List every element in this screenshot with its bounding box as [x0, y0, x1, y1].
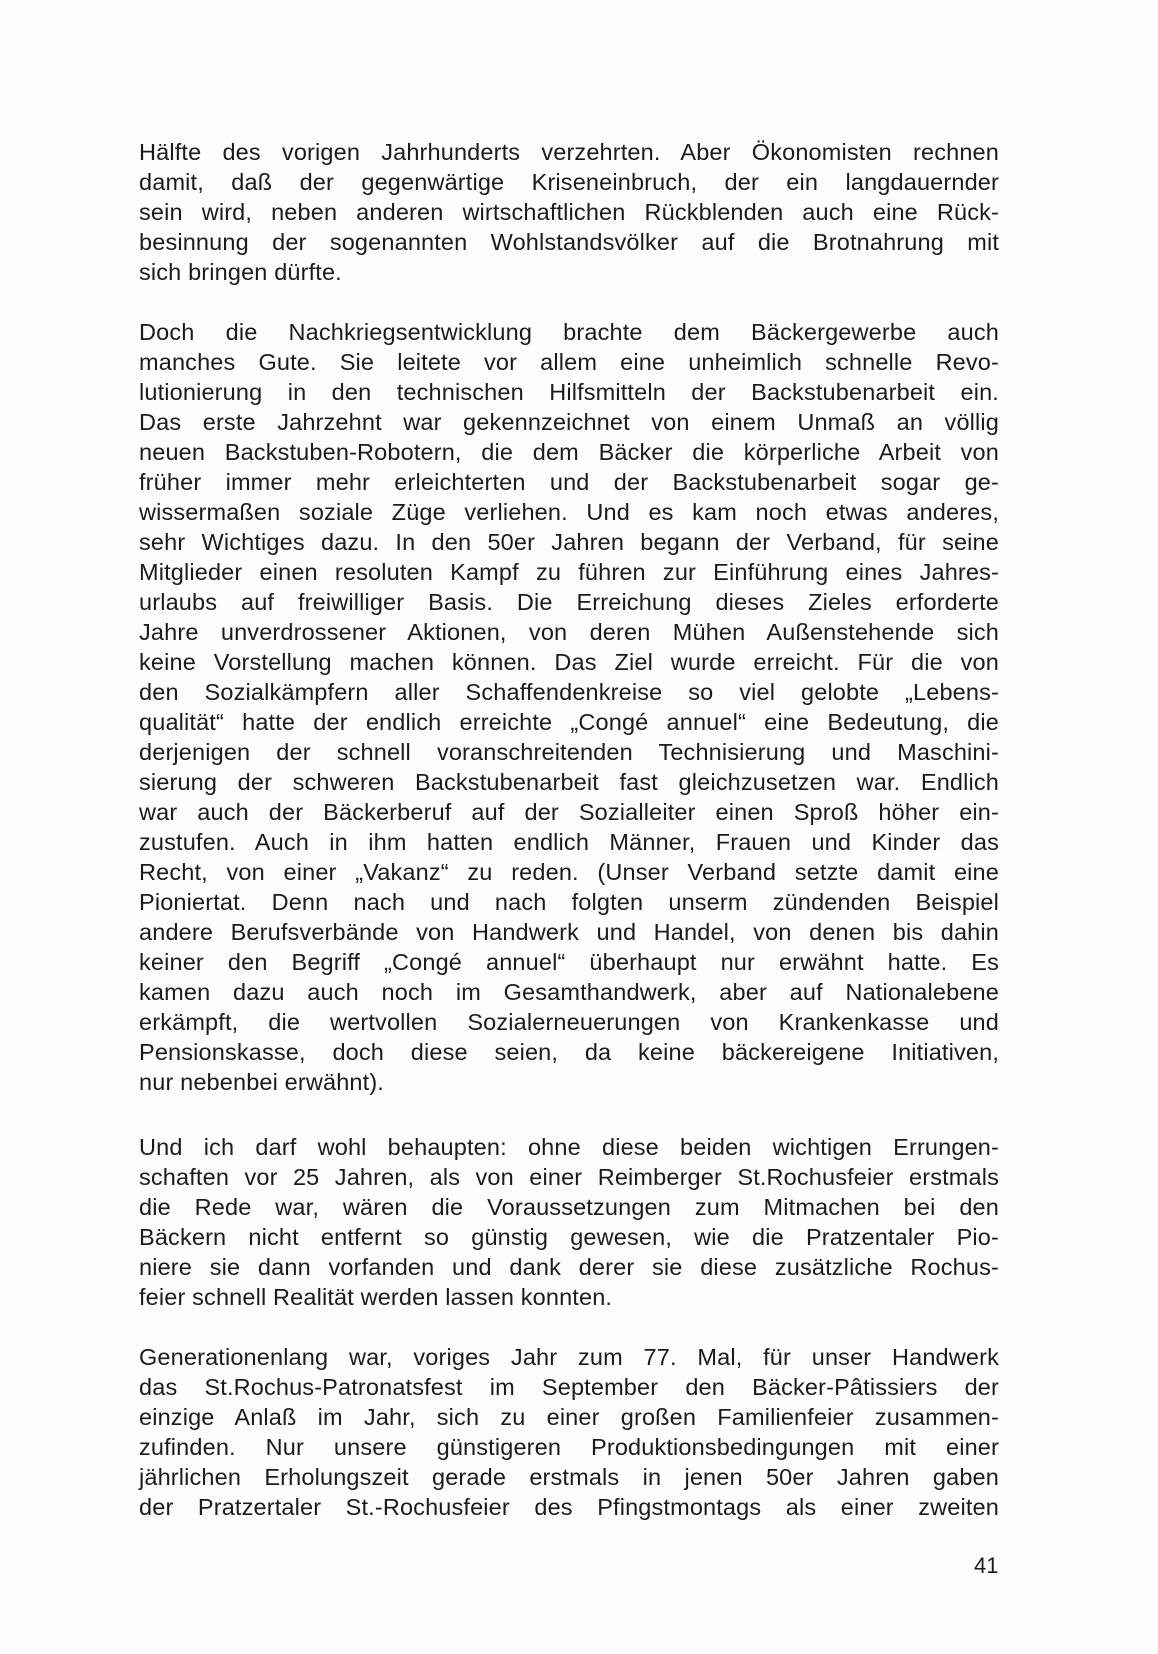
text-line: sich bringen dürfte.	[139, 259, 342, 285]
text-line: neuen Backstuben-Robotern, die dem Bäcker die körperliche Arbeit von	[139, 439, 999, 465]
text-line: keiner den Begriff „Congé annuel“ überhaupt nur erwähnt hatte. Es	[139, 949, 999, 975]
text-line: Und ich darf wohl behaupten: ohne diese beiden wichtigen Errungen-	[139, 1134, 999, 1160]
text-line: jährlichen Erholungszeit gerade erstmals in jenen 50er Jahren gaben	[139, 1464, 999, 1490]
text-line: kamen dazu auch noch im Gesamthandwerk, aber auf Nationalebene	[139, 979, 999, 1005]
text-line: der Pratzertaler St.-Rochusfeier des Pfingstmontags als einer zweiten	[139, 1494, 999, 1520]
text-line: qualität“ hatte der endlich erreichte „Congé annuel“ eine Bedeutung, die	[139, 709, 999, 735]
text-line: Doch die Nachkriegsentwicklung brachte dem Bäckergewerbe auch	[139, 319, 999, 345]
text-line: feier schnell Realität werden lassen konnten.	[139, 1284, 613, 1310]
text-line: schaften vor 25 Jahren, als von einer Reimberger St.Rochusfeier erstmals	[139, 1164, 999, 1190]
text-line: Hälfte des vorigen Jahrhunderts verzehrten. Aber Ökonomisten rechnen	[139, 139, 999, 165]
text-line: Generationenlang war, voriges Jahr zum 77. Mal, für unser Handwerk	[139, 1344, 999, 1370]
text-line: wissermaßen soziale Züge verliehen. Und es kam noch etwas anderes,	[139, 499, 999, 525]
text-line: die Rede war, wären die Voraussetzungen zum Mitmachen bei den	[139, 1194, 999, 1220]
text-line: sierung der schweren Backstubenarbeit fast gleichzusetzen war. Endlich	[139, 769, 999, 795]
text-line: keine Vorstellung machen können. Das Ziel wurde erreicht. Für die von	[139, 649, 999, 675]
text-line: damit, daß der gegenwärtige Kriseneinbruch, der ein langdauernder	[139, 169, 999, 195]
text-line: war auch der Bäckerberuf auf der Sozialleiter einen Sproß höher ein-	[139, 799, 999, 825]
text-line: nur nebenbei erwähnt).	[139, 1069, 384, 1095]
text-line: früher immer mehr erleichterten und der Backstubenarbeit sogar ge-	[139, 469, 999, 495]
text-line: zufinden. Nur unsere günstigeren Produktionsbedingungen mit einer	[139, 1434, 999, 1460]
text-line: Recht, von einer „Vakanz“ zu reden. (Unser Verband setzte damit eine	[139, 859, 999, 885]
text-line: derjenigen der schnell voranschreitenden Technisierung und Maschini-	[139, 739, 999, 765]
paragraph-1	[139, 137, 999, 287]
text-line: das St.Rochus-Patronatsfest im September den Bäcker-Pâtissiers der	[139, 1374, 999, 1400]
text-line: manches Gute. Sie leitete vor allem eine unheimlich schnelle Revo-	[139, 349, 999, 375]
text-line: lutionierung in den technischen Hilfsmitteln der Backstubenarbeit ein.	[139, 379, 999, 405]
text-line: erkämpft, die wertvollen Sozialerneuerungen von Krankenkasse und	[139, 1009, 999, 1035]
text-line: besinnung der sogenannten Wohlstandsvölker auf die Brotnahrung mit	[139, 229, 999, 255]
text-line: einzige Anlaß im Jahr, sich zu einer großen Familienfeier zusammen-	[139, 1404, 999, 1430]
text-line: Bäckern nicht entfernt so günstig gewesen, wie die Pratzentaler Pio-	[139, 1224, 999, 1250]
paragraph-3	[139, 1132, 999, 1312]
text-line: andere Berufsverbände von Handwerk und Handel, von denen bis dahin	[139, 919, 999, 945]
text-line: den Sozialkämpfern aller Schaffendenkreise so viel gelobte „Lebens-	[139, 679, 999, 705]
paragraph-2	[139, 317, 999, 1097]
text-line: urlaubs auf freiwilliger Basis. Die Erreichung dieses Zieles erforderte	[139, 589, 999, 615]
text-line: Jahre unverdrossener Aktionen, von deren Mühen Außenstehende sich	[139, 619, 999, 645]
text-line: Pensionskasse, doch diese seien, da keine bäckereigene Initiativen,	[139, 1039, 999, 1065]
text-line: Pioniertat. Denn nach und nach folgten unserm zündenden Beispiel	[139, 889, 999, 915]
page-number: 41	[974, 1553, 999, 1578]
text-line: Mitglieder einen resoluten Kampf zu führen zur Einführung eines Jahres-	[139, 559, 999, 585]
paragraph-4	[139, 1342, 999, 1522]
text-line: zustufen. Auch in ihm hatten endlich Männer, Frauen und Kinder das	[139, 829, 999, 855]
text-line: sein wird, neben anderen wirtschaftlichen Rückblenden auch eine Rück-	[139, 199, 999, 225]
text-line: Das erste Jahrzehnt war gekennzeichnet von einem Unmaß an völlig	[139, 409, 999, 435]
text-line: sehr Wichtiges dazu. In den 50er Jahren begann der Verband, für seine	[139, 529, 999, 555]
text-line: niere sie dann vorfanden und dank derer sie diese zusätzliche Rochus-	[139, 1254, 999, 1280]
